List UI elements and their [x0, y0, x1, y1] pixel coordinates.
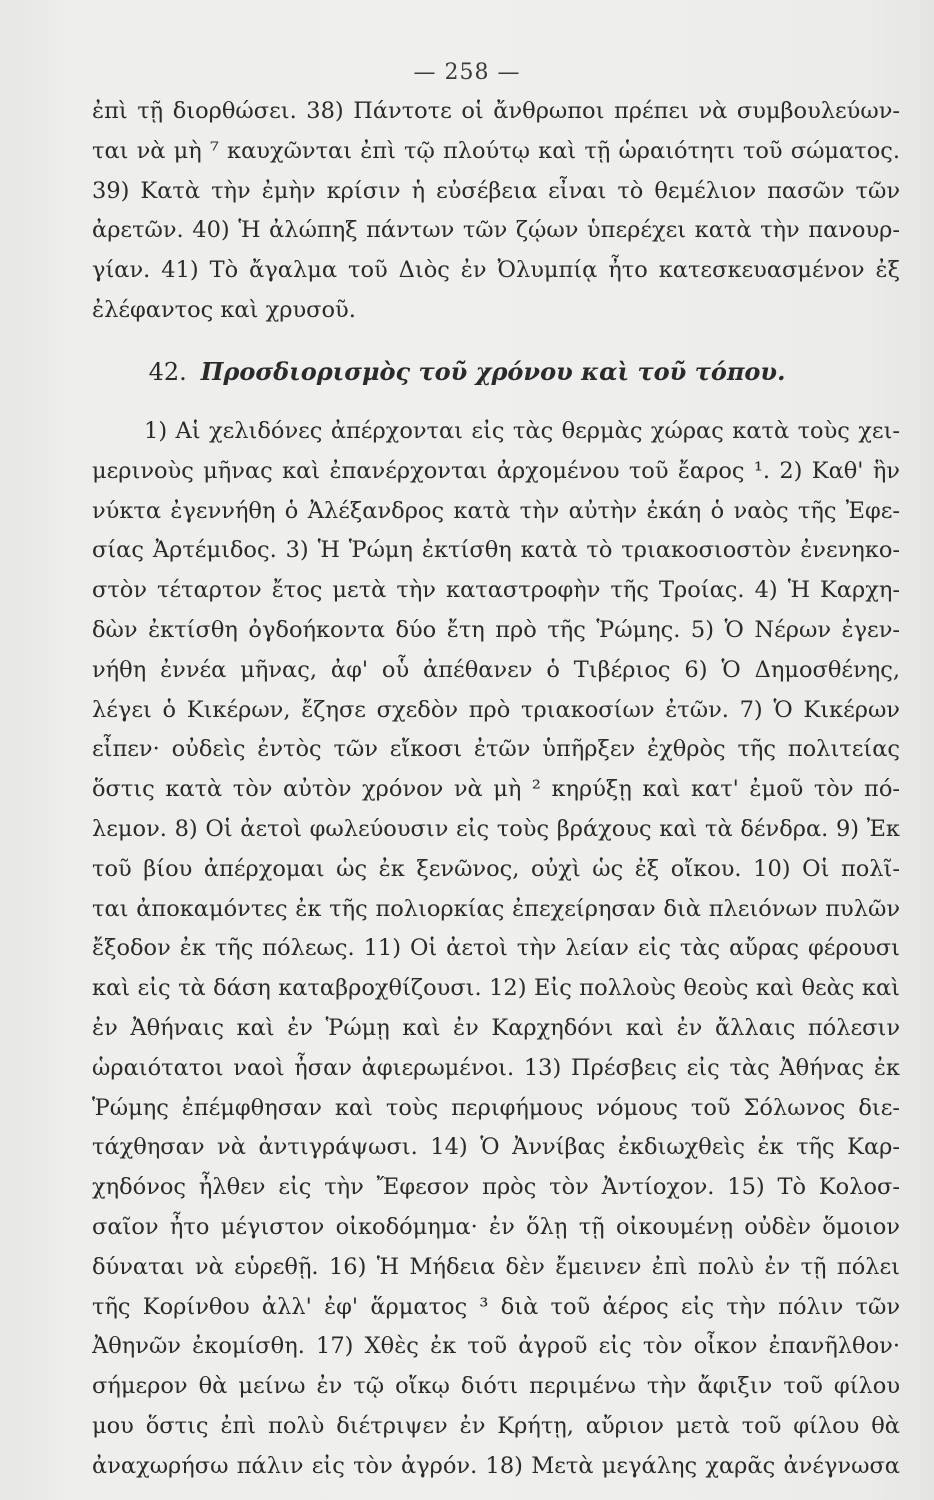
text-line: λεμον. 8) Οἱ ἀετοὶ φωλεύουσιν εἰς τοὺς βράχους καὶ τὰ δένδρα. 9) Ἐκ	[92, 815, 900, 842]
text-line: στὸν τέταρτον ἔτος μετὰ τὴν καταστροφὴν τῆς Τροίας. 4) Ἡ Καρχη-	[92, 577, 900, 604]
text-line: ἐλέφαντος καὶ χρυσοῦ.	[92, 296, 356, 323]
intro-paragraph	[92, 92, 900, 331]
text-line: νύκτα ἐγεννήθη ὁ Ἀλέξανδρος κατὰ τὴν αὐτὴν ἐκάη ὁ ναὸς τῆς Ἐφε-	[92, 497, 900, 524]
text-line: ἀναχωρήσω πάλιν εἰς τὸν ἀγρόν. 18) Μετὰ μεγάλης χαρᾶς ἀνέγνωσα	[92, 1452, 900, 1479]
text-line: σίας Ἀρτέμιδος. 3) Ἡ Ῥώμη ἐκτίσθη κατὰ τὸ τριακοσιοστὸν ἐνενηκο-	[92, 537, 900, 564]
text-line: ται ἀποκαμόντες ἐκ τῆς πολιορκίας ἐπεχείρησαν διὰ πλειόνων πυλῶν	[92, 895, 900, 922]
text-line: τάχθησαν νὰ ἀντιγράψωσι. 14) Ὁ Ἀννίβας ἐκδιωχθεὶς ἐκ τῆς Καρ-	[92, 1134, 900, 1161]
text-line: λέγει ὁ Κικέρων, ἔζησε σχεδὸν πρὸ τριακοσίων ἐτῶν. 7) Ὁ Κικέρων	[92, 696, 900, 723]
text-line: σαῖον ἦτο μέγιστον οἰκοδόμημα· ἐν ὅλῃ τῇ οἰκουμένῃ οὐδὲν ὅμοιον	[92, 1213, 900, 1240]
text-line: ἔξοδον ἐκ τῆς πόλεως. 11) Οἱ ἀετοὶ τὴν λείαν εἰς τὰς αὔρας φέρουσι	[92, 935, 900, 962]
text-line: καὶ εἰς τὰ δάση καταβροχθίζουσι. 12) Εἰς πολλοὺς θεοὺς καὶ θεὰς καὶ	[92, 975, 900, 1002]
text-line: δύναται νὰ εὑρεθῇ. 16) Ἡ Μήδεια δὲν ἔμεινεν ἐπὶ πολὺ ἐν τῇ πόλει	[92, 1253, 900, 1280]
page-number: — 258 —	[413, 60, 521, 85]
exercise-paragraph	[92, 412, 900, 1487]
text-line: 39) Κατὰ τὴν ἐμὴν κρίσιν ἡ εὐσέβεια εἶναι τὸ θεμέλιον πασῶν τῶν	[92, 177, 900, 204]
text-line: νήθη ἐννέα μῆνας, ἀφ' οὗ ἀπέθανεν ὁ Τιβέριος 6) Ὁ Δημοσθένης,	[92, 656, 900, 683]
text-line: τῆς Κορίνθου ἀλλ' ἐφ' ἅρματος ³ διὰ τοῦ ἀέρος εἰς τὴν πόλιν τῶν	[92, 1293, 900, 1320]
text-line: ἐν Ἀθήναις καὶ ἐν Ῥώμῃ καὶ ἐν Καρχηδόνι καὶ ἐν ἄλλαις πόλεσιν	[92, 1014, 900, 1041]
text-line: ται νὰ μὴ ⁷ καυχῶνται ἐπὶ τῷ πλούτῳ καὶ τῇ ὡραιότητι τοῦ σώματος.	[92, 137, 900, 164]
text-line: γίαν. 41) Τὸ ἄγαλμα τοῦ Διὸς ἐν Ὀλυμπίᾳ ἦτο κατεσκευασμένον ἐξ	[92, 257, 900, 284]
text-line: ὅστις κατὰ τὸν αὐτὸν χρόνον νὰ μὴ ² κηρύξῃ καὶ κατ' ἐμοῦ τὸν πό-	[92, 776, 900, 803]
text-line: χηδόνος ἦλθεν εἰς τὴν Ἔφεσον πρὸς τὸν Ἀντίοχον. 15) Τὸ Κολοσ-	[92, 1174, 900, 1201]
text-line: μου ὅστις ἐπὶ πολὺ διέτριψεν ἐν Κρήτῃ, αὔριον μετὰ τοῦ φίλου θὰ	[92, 1412, 900, 1439]
text-line: σήμερον θὰ μείνω ἐν τῷ οἴκῳ διότι περιμένω τὴν ἄφιξιν τοῦ φίλου	[92, 1373, 900, 1400]
text-line: ἀρετῶν. 40) Ἡ ἀλώπηξ πάντων τῶν ζῴων ὑπερέχει κατὰ τὴν πανουρ-	[92, 217, 900, 244]
text-line: δὼν ἐκτίσθη ὀγδοήκοντα δύο ἔτη πρὸ τῆς Ῥώμης. 5) Ὁ Νέρων ἐγεν-	[92, 616, 900, 643]
text-line: τοῦ βίου ἀπέρχομαι ὡς ἐκ ξενῶνος, οὐχὶ ὡς ἐξ οἴκου. 10) Οἱ πολῖ-	[92, 855, 900, 882]
section-title: Προσδιορισμὸς τοῦ χρόνου καὶ τοῦ τόπου.	[200, 357, 786, 386]
text-line: εἶπεν· οὐδεὶς ἐντὸς τῶν εἴκοσι ἐτῶν ὑπῆρξεν ἐχθρὸς τῆς πολιτείας	[92, 736, 900, 763]
text-line: 1) Αἱ χελιδόνες ἀπέρχονται εἰς τὰς θερμὰς χώρας κατὰ τοὺς χει-	[144, 418, 900, 444]
text-line: ἐπὶ τῇ διορθώσει. 38) Πάντοτε οἱ ἄνθρωποι πρέπει νὰ συμβουλεύων-	[92, 98, 900, 124]
text-line: Ἀθηνῶν ἐκομίσθη. 17) Χθὲς ἐκ τοῦ ἀγροῦ εἰς τὸν οἶκον ἐπανῆλθον·	[92, 1333, 900, 1360]
text-line: μερινοὺς μῆνας καὶ ἐπανέρχονται ἀρχομένου τοῦ ἔαρος ¹. 2) Καθ' ἣν	[92, 457, 900, 484]
section-heading	[0, 352, 934, 392]
text-line: ὡραιότατοι ναοὶ ἦσαν ἀφιερωμένοι. 13) Πρέσβεις εἰς τὰς Ἀθήνας ἐκ	[92, 1054, 900, 1081]
text-line: Ῥώμης ἐπέμφθησαν καὶ τοὺς περιφήμους νόμους τοῦ Σόλωνος διε-	[92, 1094, 900, 1121]
section-number: 42.	[148, 358, 187, 386]
